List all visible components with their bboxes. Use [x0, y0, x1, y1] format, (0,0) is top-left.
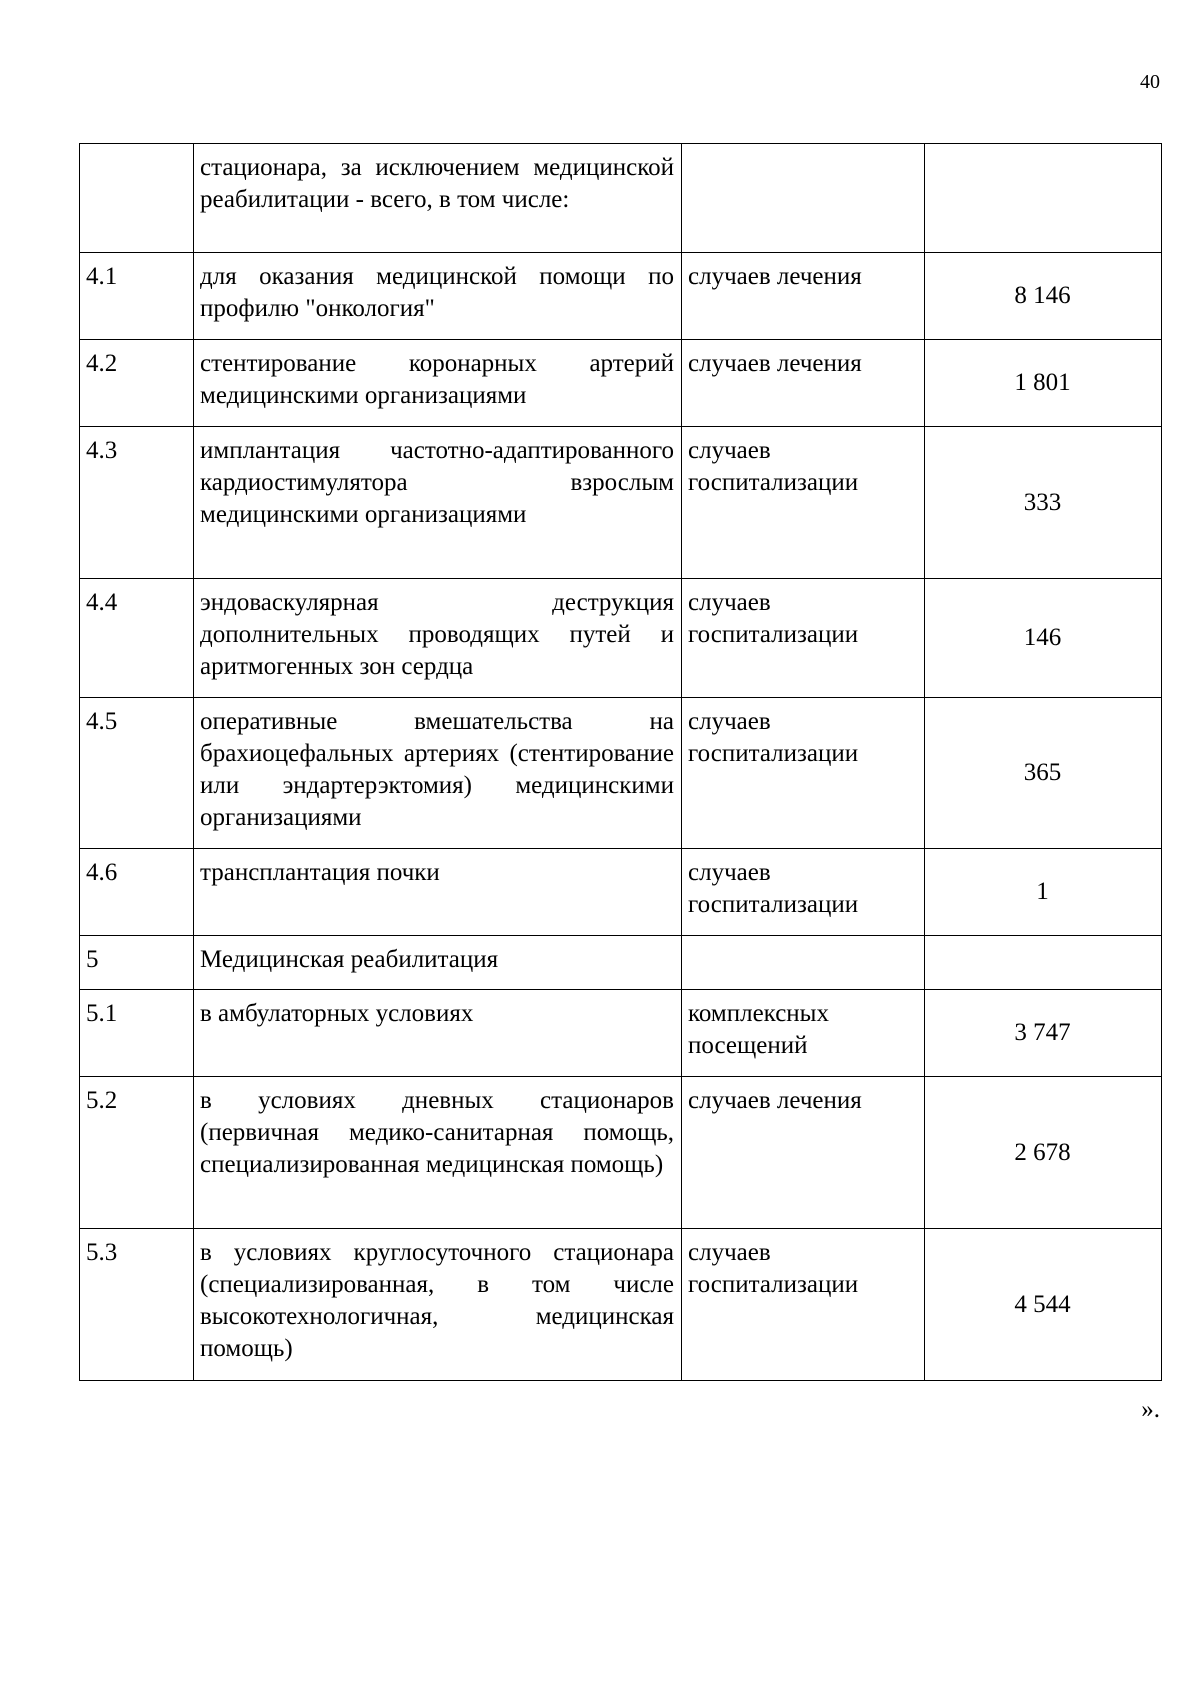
row-unit: случаев госпитализации: [682, 698, 925, 849]
row-name: трансплантация почки: [194, 849, 682, 936]
row-unit: случаев госпитализации: [682, 579, 925, 698]
row-number: 4.3: [80, 427, 194, 579]
row-unit: случаев госпитализации: [682, 427, 925, 579]
row-value: 146: [925, 579, 1162, 698]
table-row: [80, 698, 1162, 849]
row-number: 5.3: [80, 1229, 194, 1381]
row-number: 5.2: [80, 1077, 194, 1229]
table-row: [80, 340, 1162, 427]
row-value: 4 544: [925, 1229, 1162, 1381]
table-row: [80, 144, 1162, 253]
row-unit: комплексных посещений: [682, 990, 925, 1077]
row-number: 4.1: [80, 253, 194, 340]
row-unit: случаев госпитализации: [682, 1229, 925, 1381]
row-name: Медицинская реабилитация: [194, 936, 682, 990]
page-number: 40: [1140, 71, 1160, 93]
row-value: 333: [925, 427, 1162, 579]
row-value: [925, 936, 1162, 990]
row-value: 1 801: [925, 340, 1162, 427]
row-value: 365: [925, 698, 1162, 849]
row-name: эндоваскулярная деструкция дополнительных проводящих путей и аритмогенных зон сердца: [194, 579, 682, 698]
row-name: оперативные вмешательства на брахиоцефальных артериях (стентирование или эндартерэктомия) медицинскими организациями: [194, 698, 682, 849]
row-value: 8 146: [925, 253, 1162, 340]
table-row: [80, 1077, 1162, 1229]
row-number: 4.6: [80, 849, 194, 936]
row-unit: случаев лечения: [682, 253, 925, 340]
row-number: 5: [80, 936, 194, 990]
closing-quote-mark: ».: [1141, 1396, 1160, 1423]
row-name: в условиях дневных стационаров (первичная медико-санитарная помощь, специализированная медицинская помощь): [194, 1077, 682, 1229]
table-row: [80, 1229, 1162, 1381]
row-unit: случаев госпитализации: [682, 849, 925, 936]
row-unit: случаев лечения: [682, 1077, 925, 1229]
table-row: [80, 579, 1162, 698]
row-number: 5.1: [80, 990, 194, 1077]
row-name: в амбулаторных условиях: [194, 990, 682, 1077]
table-row: [80, 849, 1162, 936]
table-row: [80, 936, 1162, 990]
row-name: в условиях круглосуточного стационара (специализированная, в том числе высокотехнологичная, медицинская помощь): [194, 1229, 682, 1381]
row-number: 4.2: [80, 340, 194, 427]
row-unit: [682, 936, 925, 990]
row-number: 4.5: [80, 698, 194, 849]
row-number: [80, 144, 194, 253]
row-value: 1: [925, 849, 1162, 936]
row-unit: случаев лечения: [682, 340, 925, 427]
row-name: стентирование коронарных артерий медицинскими организациями: [194, 340, 682, 427]
row-unit: [682, 144, 925, 253]
table-row: [80, 990, 1162, 1077]
row-name: стационара, за исключением медицинской реабилитации - всего, в том числе:: [194, 144, 682, 253]
data-table: [79, 143, 1162, 1381]
row-number: 4.4: [80, 579, 194, 698]
row-name: для оказания медицинской помощи по профилю "онкология": [194, 253, 682, 340]
row-value: [925, 144, 1162, 253]
row-value: 3 747: [925, 990, 1162, 1077]
row-value: 2 678: [925, 1077, 1162, 1229]
table-row: [80, 427, 1162, 579]
row-name: имплантация частотно-адаптированного кардиостимулятора взрослым медицинскими организациями: [194, 427, 682, 579]
table-row: [80, 253, 1162, 340]
